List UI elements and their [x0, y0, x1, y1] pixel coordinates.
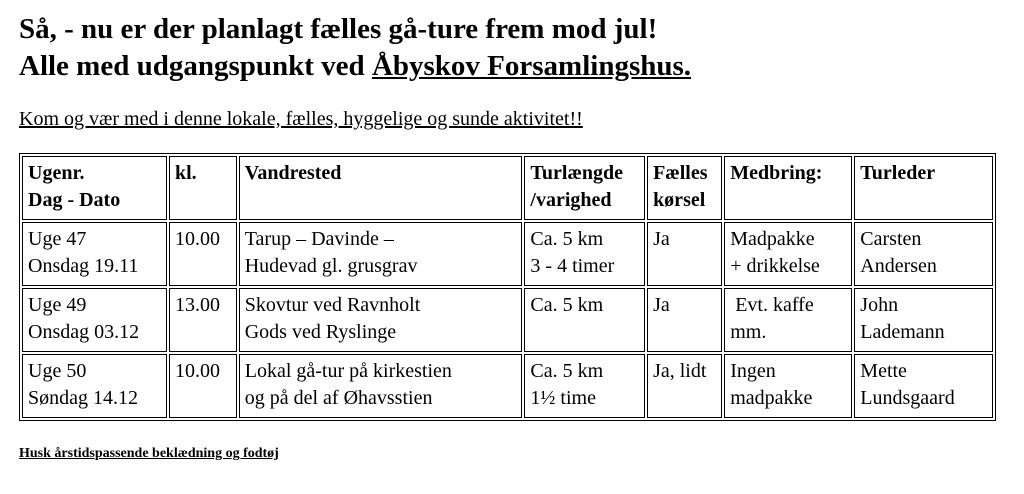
clothing-reminder: Husk årstidspassende beklædning og fodtøj: [19, 446, 279, 461]
table-row: [22, 288, 993, 352]
cell-guide: John Lademann: [854, 288, 993, 352]
meeting-place: Åbyskov Forsamlingshus.: [371, 50, 692, 82]
header-distance-duration: Turlængde /varighed: [524, 156, 645, 220]
cell-guide: Mette Lundsgaard: [854, 354, 993, 418]
hike-schedule-table: [19, 153, 996, 421]
cell-time: 10.00: [169, 354, 237, 418]
table-row: [22, 222, 993, 286]
cell-bring: Evt. kaffe mm.: [724, 288, 852, 352]
header-bring: Medbring:: [724, 156, 852, 220]
header-carpool: Fælles kørsel: [647, 156, 722, 220]
header-location: Vandrested: [239, 156, 523, 220]
table-row: [22, 354, 993, 418]
page-heading: [19, 11, 691, 85]
cell-distance-duration: Ca. 5 km 3 - 4 timer: [524, 222, 645, 286]
cell-time: 10.00: [169, 222, 237, 286]
cell-week-date: Uge 47 Onsdag 19.11: [22, 222, 167, 286]
header-week-date: Ugenr. Dag - Dato: [22, 156, 167, 220]
header-time: kl.: [169, 156, 237, 220]
table-header-row: [22, 156, 993, 220]
cell-bring: Madpakke + drikkelse: [724, 222, 852, 286]
cell-time: 13.00: [169, 288, 237, 352]
heading-line-1: Så, - nu er der planlagt fælles gå-ture frem mod jul!: [19, 13, 658, 45]
cell-carpool: Ja, lidt: [647, 354, 722, 418]
cell-carpool: Ja: [647, 288, 722, 352]
cell-week-date: Uge 50 Søndag 14.12: [22, 354, 167, 418]
cell-location: Lokal gå-tur på kirkestien og på del af Øhavsstien: [239, 354, 523, 418]
cell-distance-duration: Ca. 5 km: [524, 288, 645, 352]
cell-location: Tarup – Davinde – Hudevad gl. grusgrav: [239, 222, 523, 286]
heading-line-2: [19, 48, 691, 85]
cell-week-date: Uge 49 Onsdag 03.12: [22, 288, 167, 352]
intro-text: Kom og vær med i denne lokale, fælles, hyggelige og sunde aktivitet!!: [19, 108, 583, 130]
heading-line-2-prefix: Alle med udgangspunkt ved: [19, 50, 372, 82]
cell-distance-duration: Ca. 5 km 1½ time: [524, 354, 645, 418]
header-guide: Turleder: [854, 156, 993, 220]
cell-guide: Carsten Andersen: [854, 222, 993, 286]
cell-carpool: Ja: [647, 222, 722, 286]
cell-location: Skovtur ved Ravnholt Gods ved Ryslinge: [239, 288, 523, 352]
cell-bring: Ingen madpakke: [724, 354, 852, 418]
